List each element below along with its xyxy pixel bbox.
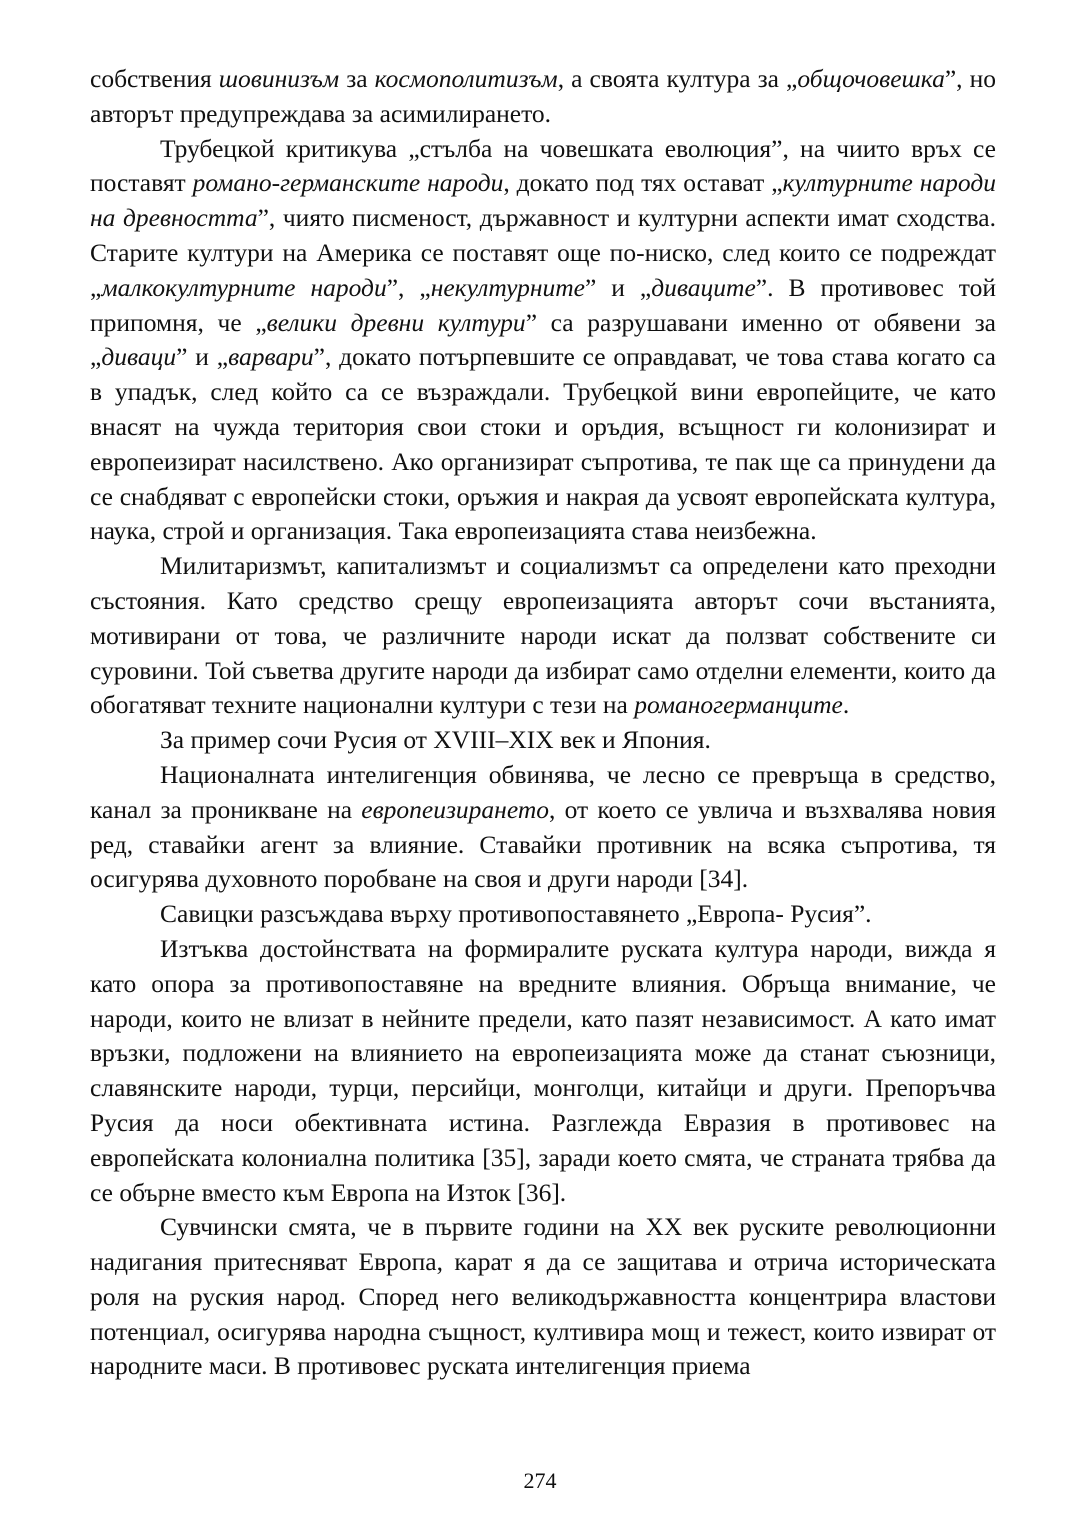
body-text (90, 62, 996, 1384)
page-number: 274 (523, 1468, 557, 1493)
paragraph-6: Савицки разсъждава върху противопоставянето „Европа- Русия”. (160, 899, 872, 929)
paragraph-1: собствения шовинизъм за космополитизъм, а своята култура за „общочовешка”, но авторът предупреждава за асимилирането. (90, 64, 996, 128)
paragraph-2: Трубецкой критикува „стълба на човешката еволюция”, на чиито връх се поставят романо-германските народи, докато под тях остават „културните народи на древността”, чиято писменост, държавност и културни аспекти имат сходства. Старите култури на Америка се поставят още по-ниско, след които се подреждат „малкокултурните народи”, „некултурните” и „диваците”. В противовес той припомня, че „велики древни култури” са разрушавани именно от обявени за „диваци” и „варвари”, докато потърпевшите се оправдават, че това става когато са в упадък, след който са се възраждали. Трубецкой вини европейците, че като внасят на чужда територия свои стоки и оръдия, всъщност ги колонизират и европеизират насилствено. Ако организират съпротива, те пак ще са принудени да се снабдяват с европейски стоки, оръжия и накрая да усвоят европейската култура, наука, строй и организация. Така европеизацията става неизбежна. (90, 133, 996, 546)
paragraph-5: Националната интелигенция обвинява, че лесно се превръща в средство, канал за проникване на европеизирането, от което се увлича и възхвалява новия ред, ставайки агент за влияние. Ставайки противник на всяка съпротива, тя осигурява духовното поробване на своя и други народи [34]. (90, 759, 996, 894)
paragraph-3: Милитаризмът, капитализмът и социализмът са определени като преходни състояния. Като средство срещу европеизацията авторът сочи въстанията, мотивирани от това, че различните народи искат да ползват собствените си суровини. Той съветва другите народи да избират само отделни елементи, които да обогатяват техните национални култури с тези на романогерманците. (90, 551, 996, 720)
paragraph-7: Изтъква достойнствата на формиралите руската култура народи, вижда я като опора за противопоставяне на вредните влияния. Обръща внимание, че народи, които не влизат в нейните предели, като пазят независимост. А като имат връзки, подложени на влиянието на европеизацията може да станат съюзници, славянските народи, турци, персийци, монголци, китайци и други. Препоръчва Русия да носи обективната истина. Разглежда Евразия в противовес на европейската колониална политика [35], заради което смята, че страната трябва да се обърне вместо към Европа на Изток [36]. (90, 933, 996, 1207)
paragraph-4: За пример сочи Русия от XVIII–XIX век и Япония. (160, 725, 711, 755)
paragraph-8: Сувчински смята, че в първите години на XX век руските революционни надигания притесняват Европа, карат я да се защитава и отрича историческата роля на руския народ. Според него великодържавността концентрира властови потенциал, осигурява народна същност, култивира мощ и тежест, които извират от народните маси. В противовес руската интелигенция приема (90, 1212, 996, 1381)
